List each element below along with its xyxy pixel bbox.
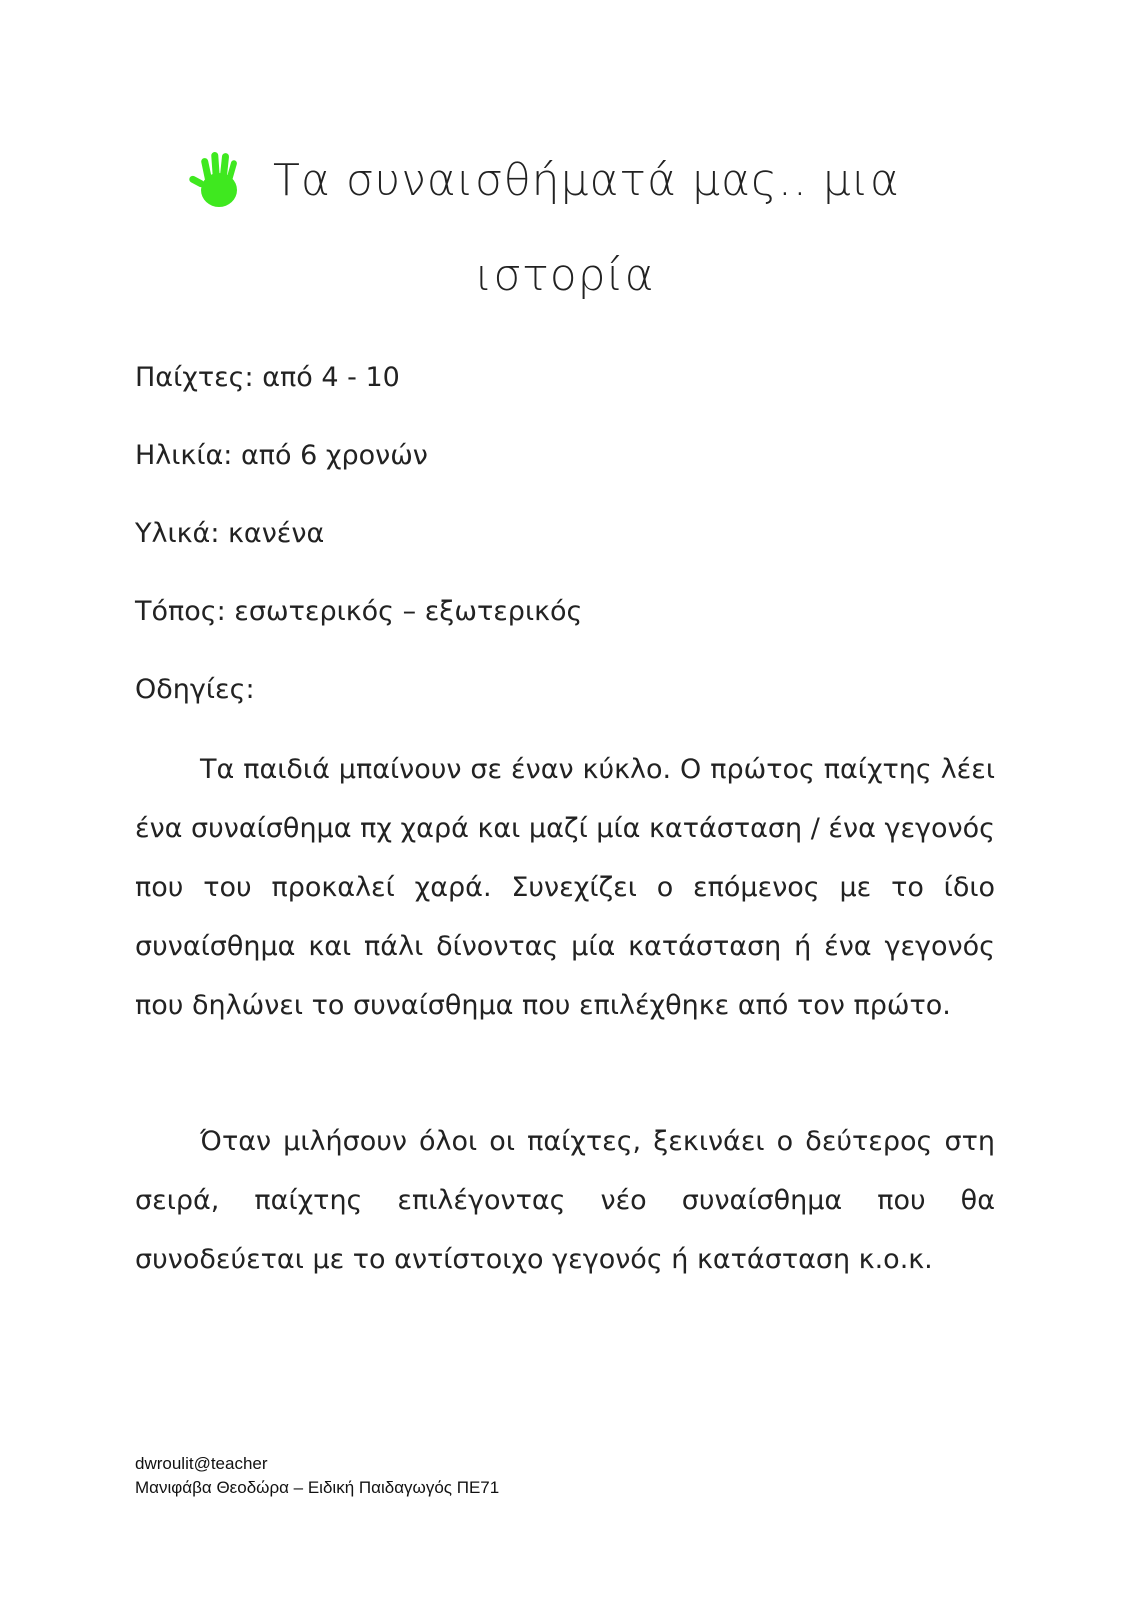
footer-author: Μανιφάβα Θεοδώρα – Ειδική Παιδαγωγός ΠΕ71 [135,1478,500,1497]
instructions-paragraph-2: Όταν μιλήσουν όλοι οι παίχτες, ξεκινάει ο δεύτερος στη σειρά, παίχτης επιλέγοντας νέο συναίσθημα που θα συνοδεύεται με το αντίστοιχο γεγονός ή κατάσταση κ.ο.κ. [135,1126,995,1275]
age-line: Ηλικία: από 6 χρονών [135,440,428,471]
materials-line: Υλικά: κανένα [135,518,325,549]
hand-print-svg [185,148,249,212]
title-line-1 [185,140,900,220]
title-text-line-1: Τα συναισθήματά μας.. μια [273,154,900,206]
place-line: Τόπος: εσωτερικός – εξωτερικός [135,596,583,627]
green-hand-icon [185,148,249,212]
footer-email: dwroulit@teacher [135,1454,268,1473]
instructions-paragraph-1: Τα παιδιά μπαίνουν σε έναν κύκλο. Ο πρώτος παίχτης λέει ένα συναίσθημα πχ χαρά και μαζί μία κατάσταση / ένα γεγονός που του προκαλεί χαρά. Συνεχίζει ο επόμενος με το ίδιο συναίσθημα και πάλι δίνοντας μία κατάσταση ή ένα γεγονός που δηλώνει το συναίσθημα που επιλέχθηκε από τον πρώτο. [135,754,995,1021]
title-text-line-2: ιστορία [475,250,655,301]
footer [135,1452,499,1500]
players-line: Παίχτες: από 4 - 10 [135,362,400,393]
instructions-label: Οδηγίες: [135,674,255,705]
